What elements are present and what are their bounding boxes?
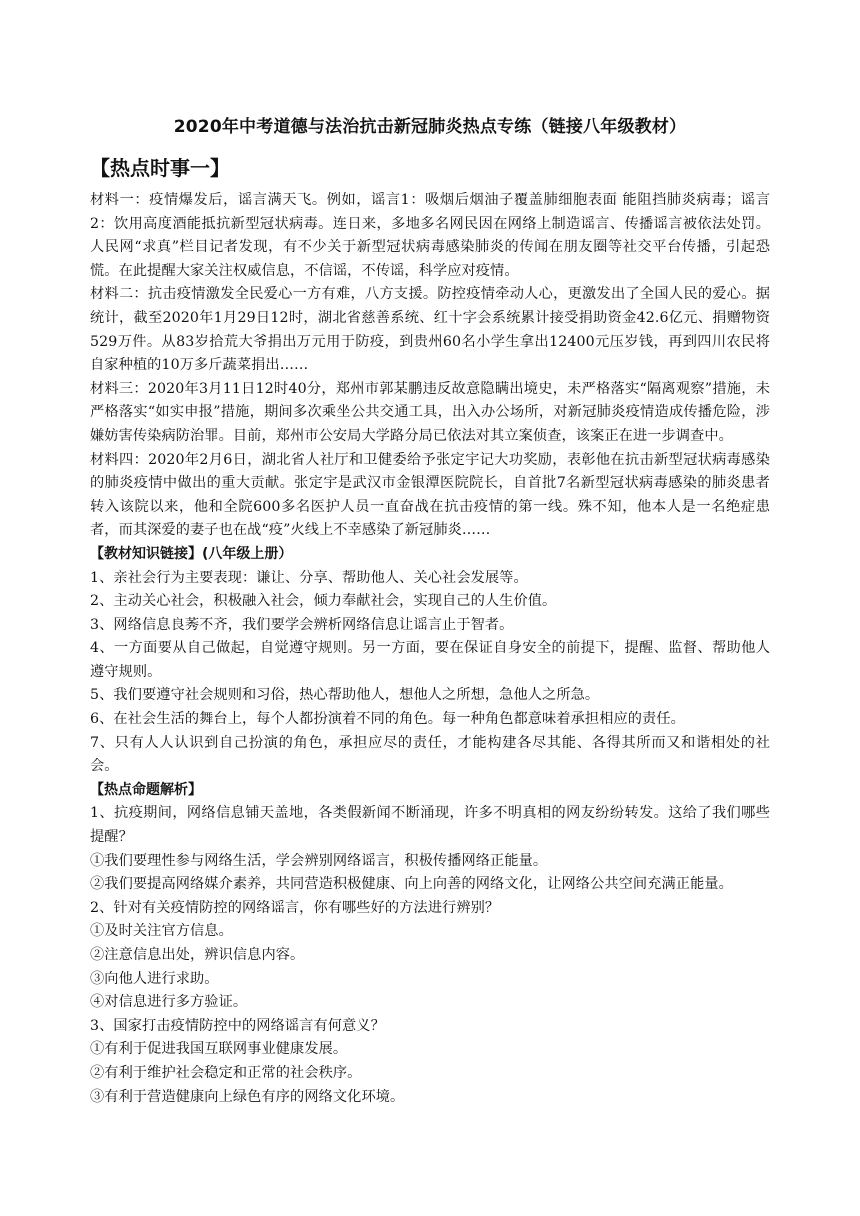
analysis-answer-2-1: ①及时关注官方信息。 <box>90 923 233 940</box>
knowledge-item-4: 4、一方面要从自己做起，自觉遵守规则。另一方面，要在保证自身安全的前提下，提醒、监督、帮助他人遵守规则。 <box>90 640 770 680</box>
knowledge-item-3: 3、网络信息良莠不齐，我们要学会辨析网络信息让谣言止于智者。 <box>90 616 514 633</box>
document-title: 2020年中考道德与法治抗击新冠肺炎热点专练（链接八年级教材） <box>173 117 687 137</box>
material-paragraph-1: 材料一：疫情爆发后，谣言满天飞。例如，谣言1：吸烟后烟油子覆盖肺细胞表面 能阻挡肺炎病毒；谣言2：饮用高度酒能抵抗新型冠状病毒。连日来，多地多名网民因在网络上制造谣言、传播谣言被依法处罚。人民网“求真”栏目记者发现，有不少关于新型冠状病毒感染肺炎的传闻在朋友圈等社交平台传播，引起恐慌。在此提醒大家关注权威信息，不信谣，不传谣，科学应对疫情。 <box>90 192 770 279</box>
analysis-question-2: 2、针对有关疫情防控的网络谣言，你有哪些好的方法进行辨别？ <box>90 899 500 916</box>
analysis-answer-2-3: ③向他人进行求助。 <box>90 970 219 987</box>
document-content <box>90 115 770 1109</box>
knowledge-item-5: 5、我们要遵守社会规则和习俗，热心帮助他人，想他人之所想，急他人之所急。 <box>90 687 600 704</box>
knowledge-item-6: 6、在社会生活的舞台上，每个人都扮演着不同的角色。每一种角色都意味着承担相应的责任。 <box>90 711 685 728</box>
knowledge-item-2: 2、主动关心社会，积极融入社会，倾力奉献社会，实现自己的人生价值。 <box>90 593 557 610</box>
material-paragraph-4: 材料四：2020年2月6日，湖北省人社厅和卫健委给予张定宇记大功奖励，表彰他在抗击新型冠状病毒感染的肺炎疫情中做出的重大贡献。张定宇是武汉市金银潭医院院长，自首批7名新型冠状病毒感染的肺炎患者转入该院以来，他和全院600多名医护人员一直奋战在抗击疫情的第一线。殊不知，他本人是一名绝症患者，而其深爱的妻子也在战“疫”火线上不幸感染了新冠肺炎…… <box>90 451 770 539</box>
analysis-question-3: 3、国家打击疫情防控中的网络谣言有何意义？ <box>90 1017 385 1034</box>
analysis-answer-3-2: ②有利于维护社会稳定和正常的社会秩序。 <box>90 1064 362 1081</box>
knowledge-item-1: 1、亲社会行为主要表现：谦让、分享、帮助他人、关心社会发展等。 <box>90 569 528 586</box>
knowledge-item-7: 7、只有人人认识到自己扮演的角色，承担应尽的责任，才能构建各尽其能、各得其所而又和谐相处的社会。 <box>90 734 770 775</box>
analysis-answer-3-1: ①有利于促进我国互联网事业健康发展。 <box>90 1041 348 1058</box>
knowledge-link-heading: 【教材知识链接】(八年级上册） <box>90 545 293 562</box>
analysis-answer-1-2: ②我们要提高网络媒介素养，共同营造积极健康、向上向善的网络文化，让网络公共空间充满正能量。 <box>90 876 733 893</box>
material-paragraph-3: 材料三：2020年3月11日12时40分，郑州市郭某鹏违反故意隐瞒出境史，未严格落实“隔离观察”措施，未严格落实“如实申报”措施，期间多次乘坐公共交通工具，出入办公场所，对新冠肺炎疫情造成传播危险，涉嫌妨害传染病防治罪。目前，郑州市公安局大学路分局已依法对其立案侦查，该案正在进一步调查中。 <box>90 380 770 444</box>
analysis-answer-3-3: ③有利于营造健康向上绿色有序的网络文化环境。 <box>90 1088 405 1105</box>
section-heading-hot-topic: 【热点时事一】 <box>90 156 230 180</box>
analysis-heading: 【热点命题解析】 <box>90 781 202 798</box>
analysis-question-1: 1、抗疫期间，网络信息铺天盖地，各类假新闻不断涌现，许多不明真相的网友纷纷转发。这给了我们哪些提醒？ <box>90 805 770 846</box>
analysis-answer-2-4: ④对信息进行多方验证。 <box>90 994 248 1011</box>
analysis-answer-2-2: ②注意信息出处，辨识信息内容。 <box>90 947 305 963</box>
material-paragraph-2: 材料二：抗击疫情激发全民爱心一方有难，八方支援。防控疫情牵动人心，更激发出了全国人民的爱心。据统计，截至2020年1月29日12时，湖北省慈善系统、红十字会系统累计接受捐助资金42.6亿元、捐赠物资529万件。从83岁拾荒大爷捐出万元用于防疫，到贵州60名小学生拿出12400元压岁钱，再到四川农民将自家种植的10万多斤蔬菜捐出…… <box>90 286 770 374</box>
analysis-answer-1-1: ①我们要理性参与网络生活，学会辨别网络谣言，积极传播网络正能量。 <box>90 852 548 869</box>
